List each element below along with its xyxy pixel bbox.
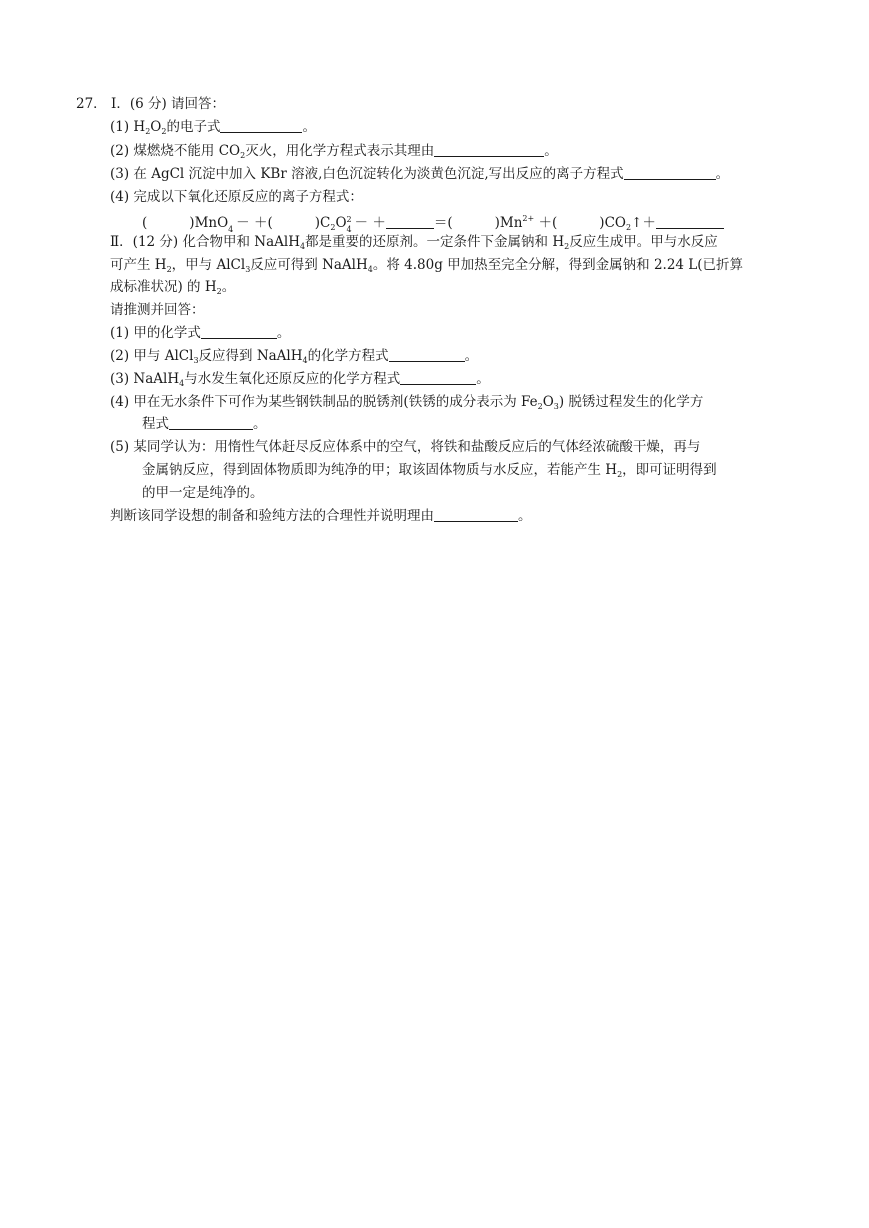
question-text: 判断该同学设想的制备和验纯方法的合理性并说明理由 [110,508,434,524]
paragraph-text: ，甲与 AlCl [171,257,246,273]
subscript: 4 [367,265,373,274]
subscript: 4 [346,225,352,234]
item-number: (4) [110,189,130,205]
item-number: (5) [110,439,130,455]
paragraph-text: Ⅱ．(12 分) 化合物甲和 NaAlH [110,234,300,250]
subscript: 3 [553,402,559,411]
operator: ＋( [253,215,273,231]
part2-q1 [110,323,290,343]
subscript: 4 [179,379,185,388]
punctuation: 。 [464,348,479,364]
question-header [76,94,225,114]
punctuation: 。 [302,119,316,135]
charge: － [354,215,369,231]
paren: ) [494,215,500,231]
subscript: 2 [145,127,151,136]
question-text: ) 脱锈过程发生的化学方 [558,394,704,410]
answer-blank[interactable] [400,370,476,385]
answer-blank[interactable] [220,118,302,133]
answer-blank[interactable] [624,165,716,180]
question-text: 程式 [142,416,169,432]
question-text: O [542,394,554,410]
subscript: 4 [302,356,308,365]
answer-blank[interactable] [169,415,253,430]
subscript: 2 [625,223,632,232]
item-number: (2) [110,143,130,159]
question-text: 的化学方程式 [307,348,389,364]
part2-q5-line1 [110,437,700,457]
operator: ↑＋ [631,215,656,231]
part1-q3 [110,164,729,184]
paragraph-text: 反应生成甲。甲与水反应 [569,234,718,250]
subscript: 2 [564,242,570,251]
subscript: 3 [245,265,251,274]
part2-intro-line3 [110,277,235,297]
part2-q4-line2 [142,414,267,434]
part2-prompt [110,300,205,320]
operator: ＋ [372,215,386,231]
paren: ( [142,215,148,231]
paren: ) [189,215,195,231]
item-number: (4) [110,394,130,410]
paragraph-text: 可产生 H [110,257,167,273]
punctuation: 。 [518,508,532,524]
prompt-text: 请推测并回答： [110,302,205,318]
part2-q5-line2 [142,460,717,480]
item-number: (3) [110,166,130,182]
part2-q5-line3 [142,483,264,503]
part2-intro-line2 [110,255,743,275]
paren: ) [314,215,321,231]
answer-blank[interactable] [434,142,544,157]
paragraph-text: 成标准状况) 的 H [110,279,217,295]
formula-text: H [133,119,146,135]
question-text: NaAlH [133,371,180,387]
paragraph-text: 反应可得到 NaAlH [250,257,368,273]
part1-q4 [110,187,363,207]
subscript: 2 [161,127,167,136]
subscript: 4 [299,242,306,251]
punctuation: 。 [544,143,558,159]
question-text: 完成以下氧化还原反应的离子方程式： [133,189,363,205]
superscript: 2 [346,215,352,224]
part2-judge [110,506,532,526]
answer-blank[interactable] [201,324,277,339]
item-number: (2) [110,348,130,364]
paragraph-text: 。将 4.80g 甲加热至完全分解，得到金属钠和 2.24 L(已折算 [372,257,744,273]
subscript: 2 [537,402,543,411]
punctuation: 。 [715,166,730,182]
question-text: 的电子式 [166,119,221,135]
question-text: 与水发生氧化还原反应的化学方程式 [184,371,401,387]
subscript: 2 [330,223,336,232]
subscript: 2 [166,265,172,274]
charge: － [236,215,250,231]
item-number: (1) [110,119,130,135]
question-text: 某同学认为：用惰性气体赶尽反应体系中的空气，将铁和盐酸反应后的气体经浓硫酸干燥，再与 [133,439,701,455]
operator: ＋( [538,215,558,231]
question-text: 金属钠反应，得到固体物质即为纯净的甲；取该固体物质与水反应，若能产生 H [142,462,618,478]
answer-blank[interactable] [434,507,518,522]
question-text: 在 AgCl 沉淀中加入 KBr 溶液,白色沉淀转化为淡黄色沉淀,写出反应的离子方程式 [133,166,624,182]
part1-q1 [110,117,316,137]
formula-text: CO [604,215,626,231]
subscript: 2 [240,151,246,160]
redox-equation [142,209,724,234]
part1-header: Ⅰ．(6 分) 请回答： [110,96,226,112]
formula-text: O [150,119,162,135]
subscript: 2 [617,470,623,479]
species-blank[interactable] [386,214,434,229]
paragraph-text: 都是重要的还原剂。一定条件下金属钠和 H [305,234,565,250]
question-text: 甲的化学式 [133,325,201,341]
item-number: (3) [110,371,130,387]
subscript: 3 [193,356,199,365]
formula-text: MnO [194,215,229,231]
question-text: 的甲一定是纯净的。 [142,485,264,501]
paren: ) [599,215,605,231]
paragraph-text: 。 [221,279,236,295]
superscript: 2+ [522,214,535,223]
subscript: 2 [216,287,222,296]
part2-intro-line1 [110,232,718,252]
question-text: 煤燃烧不能用 CO [133,143,241,159]
operator: ＝( [433,215,453,231]
question-text: ，即可证明得到 [622,462,717,478]
punctuation: 。 [476,371,490,387]
formula-text: Mn [499,215,523,231]
question-text: 甲在无水条件下可作为某些钢铁制品的脱锈剂(铁锈的成分表示为 Fe [133,394,538,410]
part2-q3 [110,369,490,389]
subscript: 4 [228,225,234,234]
formula-text: O [335,215,347,231]
question-number: 27． [76,96,107,112]
species-blank[interactable] [656,214,724,229]
question-text: 甲与 AlCl [133,348,194,364]
answer-blank[interactable] [389,347,465,362]
part2-q2 [110,346,478,366]
question-text: 灭火，用化学方程式表示其理由 [245,143,435,159]
part1-q2 [110,141,558,161]
question-text: 反应得到 NaAlH [198,348,303,364]
punctuation: 。 [253,416,267,432]
formula-text: C [320,215,331,231]
part2-q4-line1 [110,392,703,412]
punctuation: 。 [276,325,291,341]
item-number: (1) [110,325,130,341]
